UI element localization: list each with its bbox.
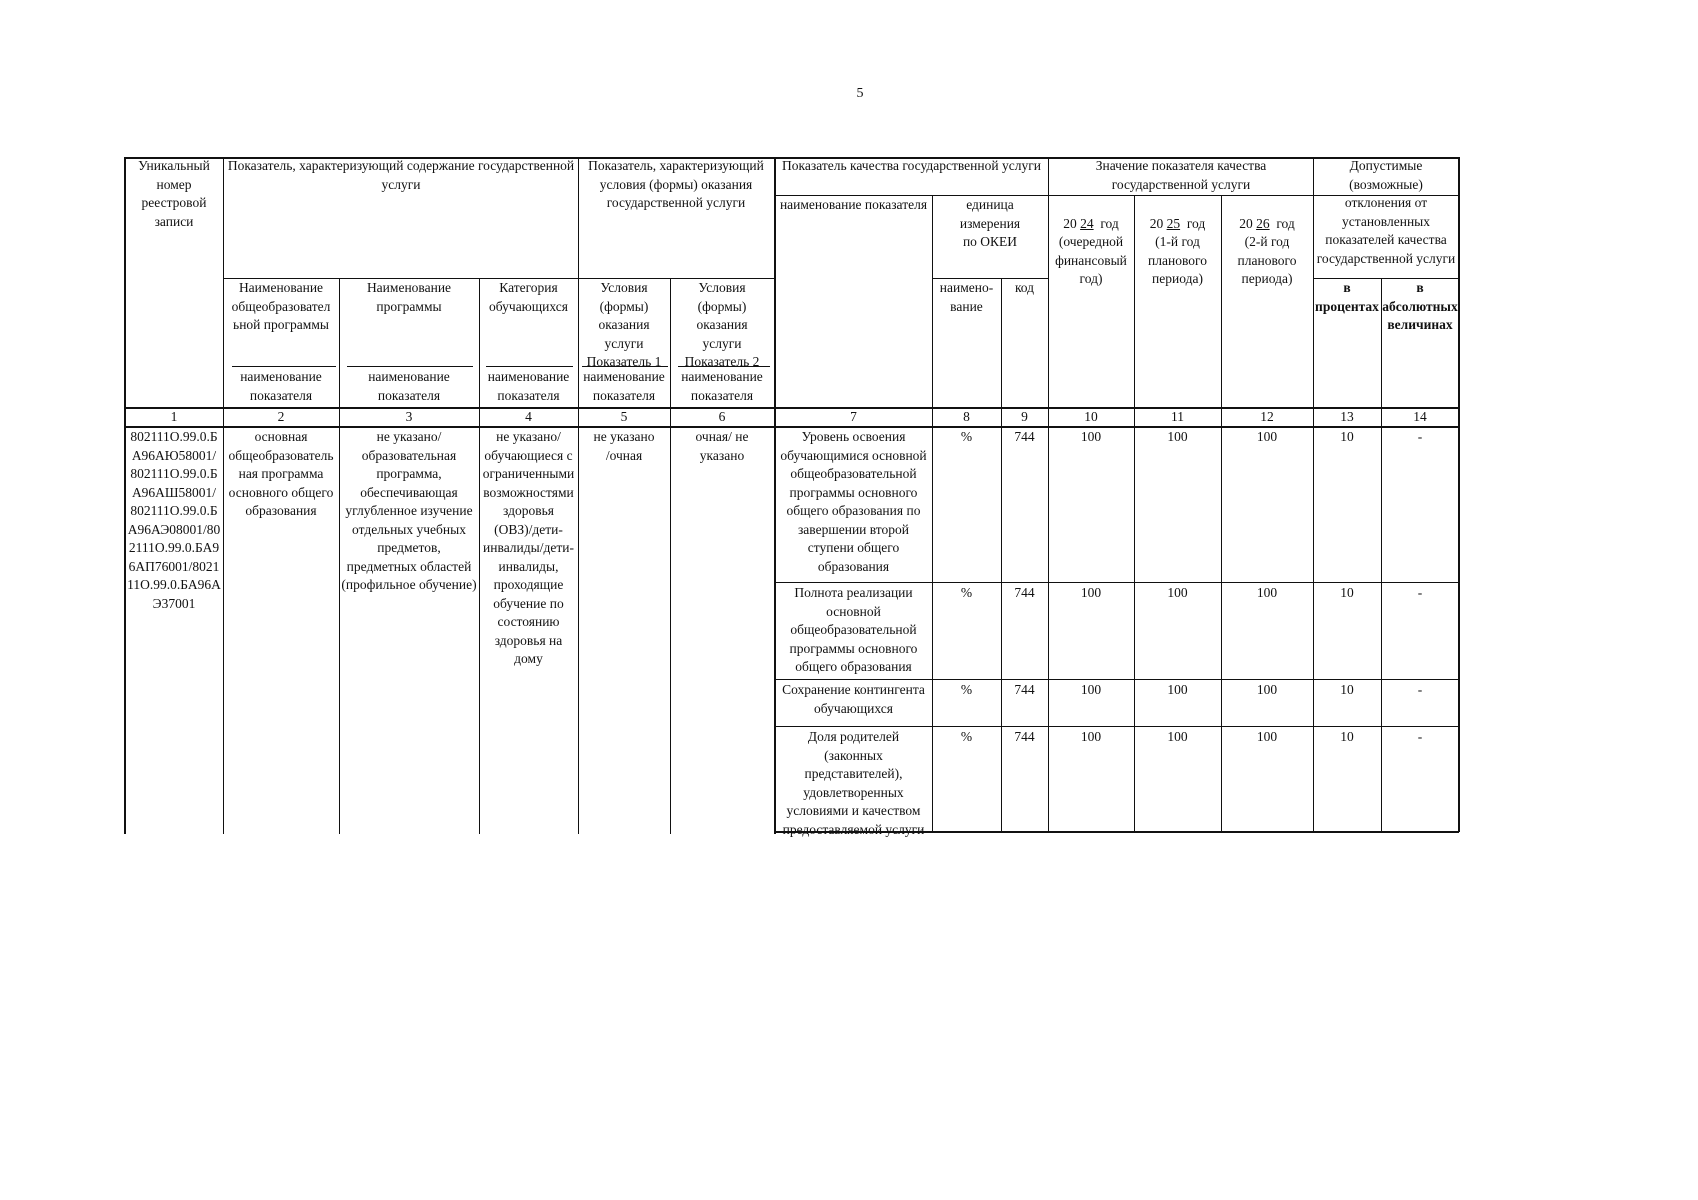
indicator-name: Сохранение контингента обучающихся bbox=[782, 682, 925, 716]
rule bbox=[232, 366, 336, 367]
deviation-percent: 10 bbox=[1340, 585, 1354, 600]
header-indicator-name: наименование показателя bbox=[779, 197, 928, 212]
header-year-2024 bbox=[1048, 196, 1134, 307]
header-program: Наименование программы bbox=[366, 280, 452, 314]
indicator-label: наименование показателя bbox=[368, 369, 450, 403]
header-cond2: Условия (формы) оказания услуги Показатель 2 bbox=[684, 280, 760, 369]
rule bbox=[578, 157, 579, 834]
deviation-percent: 10 bbox=[1340, 729, 1354, 744]
indicator-label: наименование показателя bbox=[240, 369, 322, 403]
column-number: 12 bbox=[1260, 409, 1274, 424]
year-prefix: 20 bbox=[1063, 215, 1077, 231]
column-number: 4 bbox=[525, 409, 532, 424]
indicator-unit: % bbox=[960, 682, 973, 697]
deviation-percent: 10 bbox=[1340, 429, 1354, 444]
rule bbox=[1381, 278, 1382, 832]
value-2026: 100 bbox=[1256, 429, 1278, 444]
header-deviation: Допустимые (возможные) отклонения от установленных показателей качества государственной услуги bbox=[1316, 158, 1456, 266]
record-program-name: основная общеобразователь ная программа основного общего образования bbox=[228, 429, 334, 518]
indicator-unit: % bbox=[960, 729, 973, 744]
rule bbox=[774, 582, 1459, 583]
column-number: 11 bbox=[1171, 409, 1184, 424]
year-value: 24 bbox=[1080, 215, 1094, 231]
header-absolute: в абсолютных величинах bbox=[1382, 280, 1458, 332]
year-note: (1-й год планового периода) bbox=[1148, 234, 1207, 286]
column-number: 3 bbox=[405, 409, 413, 424]
year-value: 25 bbox=[1166, 215, 1181, 231]
column-number: 8 bbox=[963, 409, 970, 424]
deviation-absolute: - bbox=[1417, 729, 1423, 744]
record-category: не указано/ обучающиеся с ограниченными возможностями здоровья (ОВЗ)/дети- инвалиды/дети- инвалиды, проходящие обучение по состоянию здоровья на дому bbox=[482, 429, 575, 666]
value-2025: 100 bbox=[1167, 682, 1188, 697]
deviation-absolute: - bbox=[1417, 682, 1423, 697]
header-okei-name: наимено- вание bbox=[939, 280, 994, 314]
indicator-unit: % bbox=[960, 429, 973, 444]
indicator-code: 744 bbox=[1014, 682, 1035, 697]
value-2025: 100 bbox=[1167, 729, 1188, 744]
column-number: 7 bbox=[850, 409, 857, 424]
header-program-name: Наименование общеобразовател ьной программы bbox=[231, 280, 331, 332]
indicator-label: наименование показателя bbox=[681, 369, 763, 403]
value-2026: 100 bbox=[1256, 729, 1278, 744]
header-percent: в процентах bbox=[1315, 280, 1379, 314]
column-number: 10 bbox=[1084, 409, 1098, 424]
record-cond1: не указано /очная bbox=[593, 429, 655, 463]
header-unique-number: Уникальный номер реестровой записи bbox=[138, 158, 210, 229]
indicator-label: наименование показателя bbox=[583, 369, 665, 403]
column-number: 13 bbox=[1340, 409, 1354, 424]
rule bbox=[774, 726, 1459, 727]
header-okei-code: код bbox=[1014, 280, 1035, 295]
value-2025: 100 bbox=[1167, 429, 1188, 444]
indicator-code: 744 bbox=[1014, 585, 1035, 600]
record-cond2: очная/ не указано bbox=[695, 429, 749, 463]
year-suffix: год bbox=[1276, 215, 1295, 231]
registry-number: 802111О.99.0.Б А96АЮ58001/ 802111О.99.0.Б А96АШ58001/ 802111О.99.0.Б А96АЭ08001/80 2111О.99.0.БА9 6АП76001/8021 11О.99.0.БА96А Э37001 bbox=[127, 429, 221, 611]
indicator-code: 744 bbox=[1014, 429, 1035, 444]
indicator-unit: % bbox=[960, 585, 973, 600]
year-note: (2-й год планового периода) bbox=[1237, 234, 1297, 286]
header-quality-value: Значение показателя качества государственной услуги bbox=[1095, 158, 1267, 192]
year-note: (очередной финансовый год) bbox=[1055, 234, 1127, 286]
header-year-2026 bbox=[1221, 196, 1313, 307]
record-program: не указано/ образовательная программа, обеспечивающая углубленное изучение отдельных учебных предметов, предметных областей (профильное обучение) bbox=[341, 429, 477, 592]
column-number: 1 bbox=[170, 409, 178, 424]
indicator-label: наименование показателя bbox=[487, 369, 570, 403]
value-2024: 100 bbox=[1080, 429, 1102, 444]
rule bbox=[486, 366, 573, 367]
rule bbox=[347, 366, 473, 367]
header-category: Категория обучающихся bbox=[489, 280, 568, 314]
indicator-code: 744 bbox=[1014, 729, 1035, 744]
header-cond1: Условия (формы) оказания услуги Показатель 1 bbox=[586, 280, 662, 369]
year-suffix: год bbox=[1186, 215, 1206, 231]
deviation-absolute: - bbox=[1417, 429, 1423, 444]
column-number: 2 bbox=[277, 409, 285, 424]
value-2024: 100 bbox=[1080, 729, 1102, 744]
column-number: 6 bbox=[718, 409, 726, 424]
header-conditions-indicator: Показатель, характеризующий условия (формы) оказания государственной услуги bbox=[588, 158, 764, 210]
deviation-percent: 10 bbox=[1340, 682, 1354, 697]
indicator-name: Полнота реализации основной общеобразовательной программы основного общего образования bbox=[789, 585, 918, 674]
rule bbox=[1001, 278, 1002, 832]
value-2026: 100 bbox=[1256, 682, 1278, 697]
rule bbox=[774, 679, 1459, 680]
header-okei-unit: единица измерения по ОКЕИ bbox=[959, 197, 1021, 249]
column-number: 14 bbox=[1413, 409, 1427, 424]
value-2024: 100 bbox=[1080, 682, 1102, 697]
header-quality-indicator: Показатель качества государственной услуги bbox=[782, 158, 1041, 173]
year-value: 26 bbox=[1256, 215, 1270, 231]
year-prefix: 20 bbox=[1149, 215, 1164, 231]
indicator-name: Уровень освоения обучающимися основной общеобразовательной программы основного общего образования по завершении второй ступени общего образования bbox=[780, 429, 927, 574]
column-number: 5 bbox=[620, 409, 628, 424]
header-year-2025 bbox=[1134, 196, 1221, 307]
value-2024: 100 bbox=[1080, 585, 1102, 600]
page-number: 5 bbox=[856, 86, 864, 101]
value-2026: 100 bbox=[1256, 585, 1278, 600]
value-2025: 100 bbox=[1167, 585, 1188, 600]
indicator-name: Доля родителей (законных представителей), удовлетворенных условиями и качеством предоставляемой услуги bbox=[782, 729, 925, 837]
year-prefix: 20 bbox=[1239, 215, 1253, 231]
deviation-absolute: - bbox=[1417, 585, 1423, 600]
header-content-indicator: Показатель, характеризующий содержание государственной услуги bbox=[227, 158, 575, 192]
year-suffix: год bbox=[1100, 215, 1119, 231]
column-number: 9 bbox=[1021, 409, 1028, 424]
